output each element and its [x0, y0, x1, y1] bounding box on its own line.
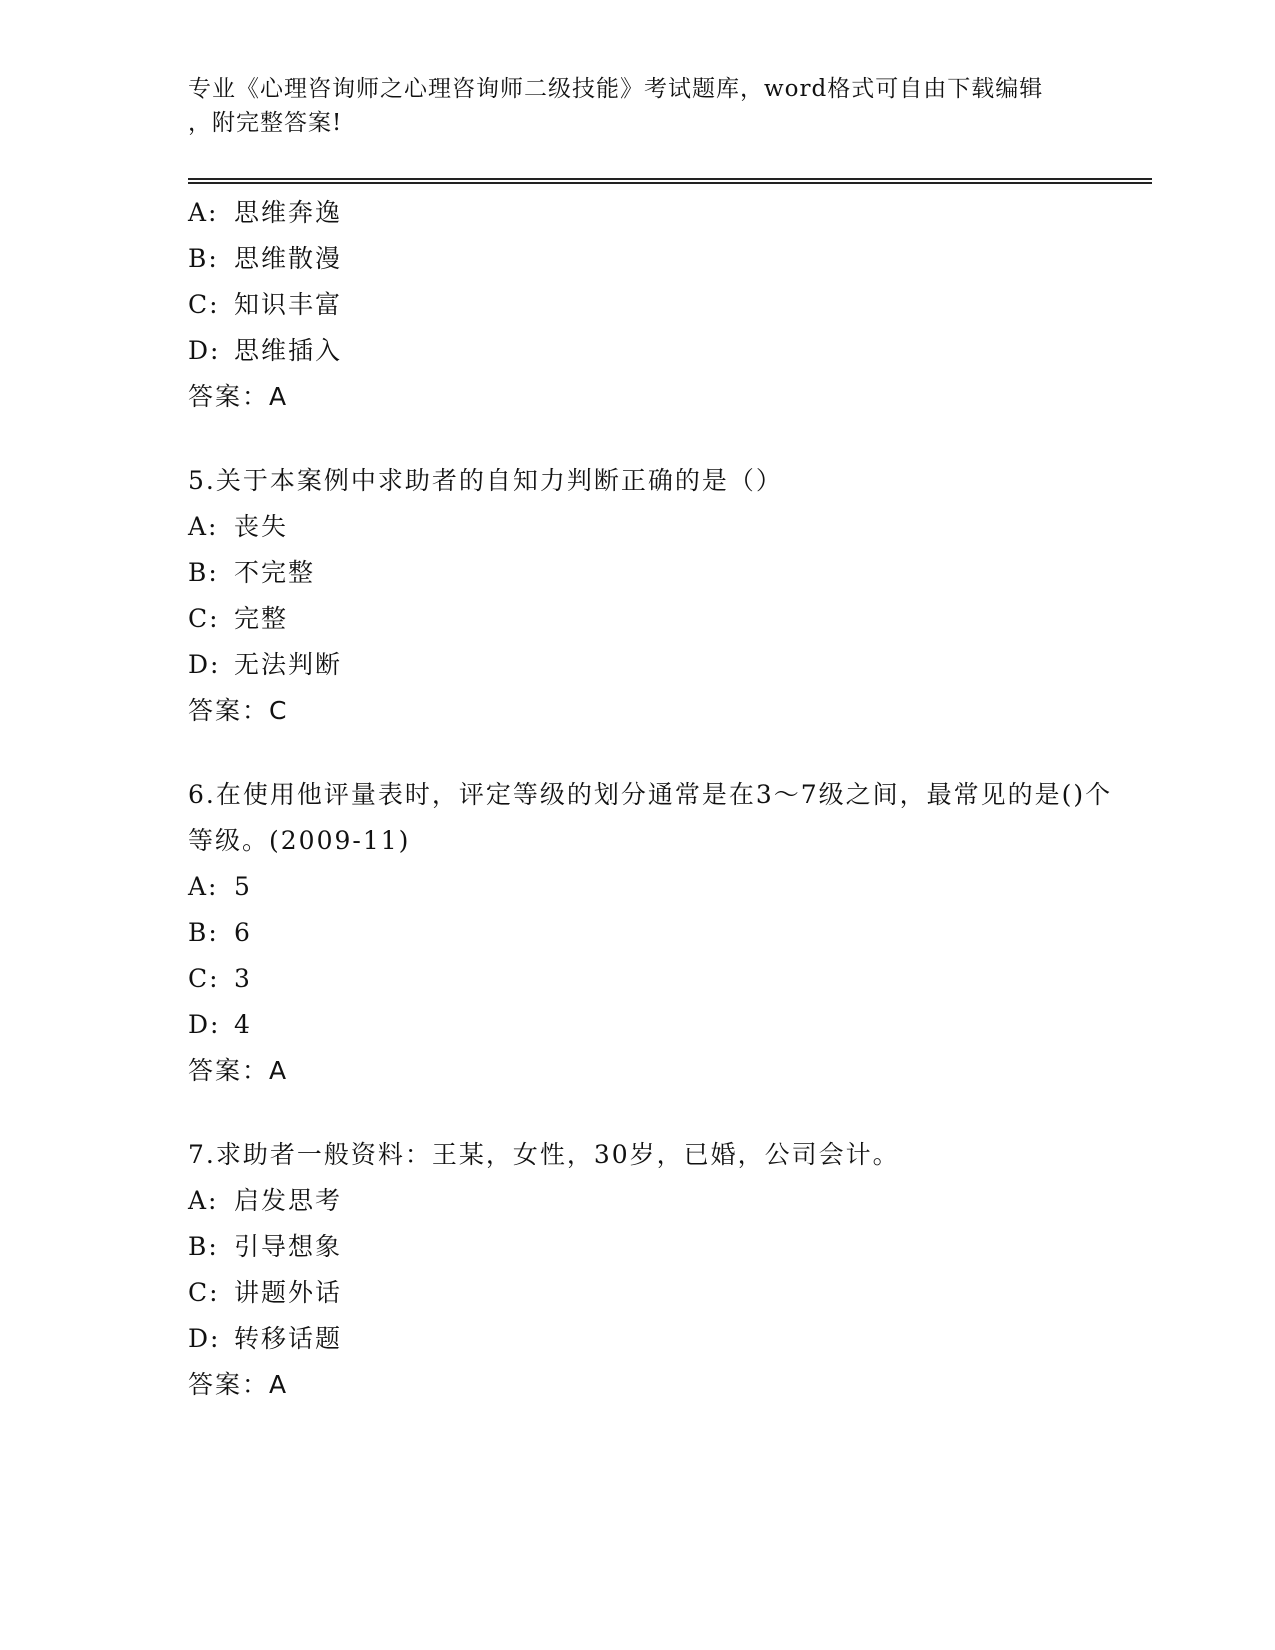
- answer-line: 答案：A: [188, 382, 289, 411]
- option-d: [188, 1002, 1138, 1048]
- option-letter: B:: [188, 918, 219, 947]
- option-a: [188, 504, 1138, 550]
- question-block: [188, 458, 1138, 734]
- option-text: 丧失: [234, 512, 289, 541]
- option-a: [188, 190, 1138, 236]
- option-text: 思维插入: [234, 336, 343, 365]
- option-c: [188, 1270, 1138, 1316]
- option-b: [188, 1224, 1138, 1270]
- answer-line: 答案：A: [188, 1056, 289, 1085]
- option-b: [188, 550, 1138, 596]
- question-block: [188, 772, 1138, 1094]
- option-letter: A:: [188, 198, 219, 227]
- option-letter: C:: [188, 290, 220, 319]
- question-stem: 6.在使用他评量表时，评定等级的划分通常是在3～7级之间，最常见的是()个等级。(2009-11): [188, 780, 1113, 855]
- option-text: 3: [234, 964, 252, 993]
- question-block: [188, 1132, 1138, 1408]
- option-c: [188, 596, 1138, 642]
- option-b: [188, 910, 1138, 956]
- answer-line: 答案：C: [188, 696, 289, 725]
- option-letter: D:: [188, 650, 221, 679]
- option-letter: B:: [188, 244, 219, 273]
- option-text: 6: [234, 918, 252, 947]
- answer-line: 答案：A: [188, 1370, 289, 1399]
- divider-line-bottom: [188, 182, 1152, 184]
- question-list: [188, 190, 1138, 1446]
- document-header-note: 专业《心理咨询师之心理咨询师二级技能》考试题库，word格式可自由下载编辑 ，附完整答案!: [188, 76, 1044, 136]
- option-d: [188, 328, 1138, 374]
- option-letter: A:: [188, 872, 219, 901]
- option-b: [188, 236, 1138, 282]
- option-text: 完整: [234, 604, 289, 633]
- option-letter: B:: [188, 558, 219, 587]
- option-a: [188, 1178, 1138, 1224]
- question-stem: 7.求助者一般资料：王某，女性，30岁，已婚，公司会计。: [188, 1140, 900, 1169]
- option-text: 知识丰富: [234, 290, 343, 319]
- option-text: 转移话题: [234, 1324, 343, 1353]
- option-d: [188, 642, 1138, 688]
- option-letter: C:: [188, 1278, 220, 1307]
- option-letter: B:: [188, 1232, 219, 1261]
- option-a: [188, 864, 1138, 910]
- option-text: 讲题外话: [234, 1278, 343, 1307]
- option-c: [188, 282, 1138, 328]
- option-letter: D:: [188, 1010, 221, 1039]
- option-letter: C:: [188, 964, 220, 993]
- option-letter: D:: [188, 1324, 221, 1353]
- option-d: [188, 1316, 1138, 1362]
- option-letter: A:: [188, 1186, 219, 1215]
- option-text: 无法判断: [234, 650, 343, 679]
- option-text: 不完整: [234, 558, 316, 587]
- question-block: [188, 190, 1138, 420]
- option-letter: D:: [188, 336, 221, 365]
- option-text: 4: [234, 1010, 252, 1039]
- option-text: 思维散漫: [234, 244, 343, 273]
- option-letter: C:: [188, 604, 220, 633]
- option-text: 启发思考: [234, 1186, 343, 1215]
- option-text: 引导想象: [234, 1232, 343, 1261]
- question-stem: 5.关于本案例中求助者的自知力判断正确的是（）: [188, 466, 783, 495]
- option-letter: A:: [188, 512, 219, 541]
- divider-line-top: [188, 178, 1152, 180]
- option-text: 思维奔逸: [234, 198, 343, 227]
- option-c: [188, 956, 1138, 1002]
- header-divider: [188, 178, 1152, 184]
- option-text: 5: [234, 872, 252, 901]
